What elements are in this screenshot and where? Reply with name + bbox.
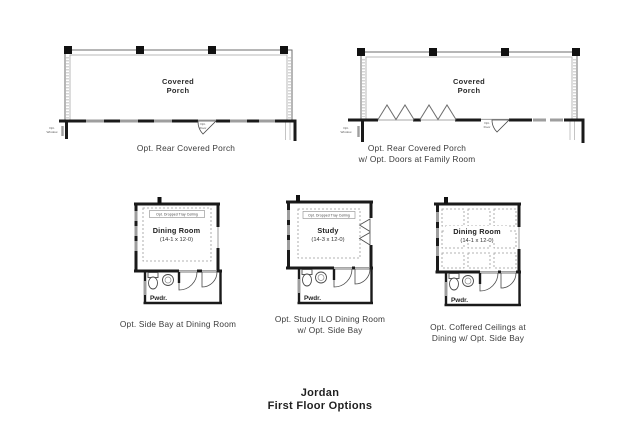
porch-column <box>136 46 144 54</box>
plan-caption: Opt. Rear Covered Porch <box>367 143 467 153</box>
plan-study-ilo-dining <box>275 195 385 335</box>
plan-caption: w/ Opt. Doors at Family Room <box>358 154 476 164</box>
powder-label: Pwdr. <box>150 295 168 302</box>
plan-name-title: Jordan <box>300 387 340 399</box>
porch-column <box>572 48 580 56</box>
opt-door-label: Opt. <box>200 122 206 126</box>
door-swing <box>202 272 217 287</box>
double-door-leaf <box>360 219 371 232</box>
opt-window-label: Window <box>340 130 352 134</box>
porch-column <box>64 46 72 54</box>
plan-side-bay-dining <box>120 197 236 329</box>
plan-caption: Opt. Coffered Ceilings at <box>430 322 526 332</box>
opt-window-label: Opt. <box>343 126 349 130</box>
room-label: Covered <box>161 77 195 86</box>
plan-caption: Opt. Side Bay at Dining Room <box>119 319 237 329</box>
room-label: Porch <box>166 86 190 95</box>
room-label: Study <box>317 226 339 235</box>
door-swing <box>501 273 516 288</box>
room-label: Porch <box>457 86 481 95</box>
toilet-fixture <box>149 277 158 289</box>
door-swing <box>480 273 498 291</box>
opt-window-label: Window <box>46 130 58 134</box>
opt-door-label: Opt. <box>484 121 490 125</box>
plan-rear-covered-porch <box>46 46 296 153</box>
porch-column <box>208 46 216 54</box>
opt-window-label: Opt. <box>49 126 55 130</box>
sink-fixture <box>316 272 327 283</box>
folding-door-symbol <box>420 105 456 120</box>
door-swing <box>179 272 197 290</box>
folding-door-symbol <box>378 105 414 120</box>
door-swing <box>355 269 370 284</box>
opt-door-label: Door <box>199 126 207 130</box>
plan-caption: Dining w/ Opt. Side Bay <box>431 333 525 343</box>
plan-caption: Opt. Rear Covered Porch <box>136 143 236 153</box>
porch-column <box>357 48 365 56</box>
toilet-fixture <box>450 278 459 290</box>
door-swing <box>334 269 352 287</box>
double-door-leaf <box>360 233 371 246</box>
opt-door-label: Door <box>483 125 491 129</box>
porch-column <box>501 48 509 56</box>
plan-caption: w/ Opt. Side Bay <box>297 325 363 335</box>
porch-column <box>280 46 288 54</box>
sheet-subtitle: First Floor Options <box>267 400 373 412</box>
sink-fixture <box>163 275 174 286</box>
room-dims: (14-1 x 12-0) <box>460 238 494 244</box>
ceiling-note: Opt. Dropped Tray Ceiling <box>308 213 350 218</box>
plan-coffered-dining <box>430 197 526 343</box>
room-dims: (14-3 x 12-0) <box>311 237 345 243</box>
powder-label: Pwdr. <box>304 295 322 302</box>
porch-column <box>429 48 437 56</box>
room-label: Dining Room <box>152 226 201 235</box>
powder-label: Pwdr. <box>451 297 469 304</box>
sink-fixture <box>463 276 474 287</box>
wall-corner <box>282 120 295 142</box>
room-dims: (14-1 x 12-0) <box>159 237 194 243</box>
plan-rear-covered-porch-with-doors <box>340 48 583 164</box>
room-label: Dining Room <box>453 227 501 236</box>
ceiling-note: Opt. Dropped Tray Ceiling <box>156 212 198 217</box>
toilet-fixture <box>303 274 312 286</box>
plan-caption: Opt. Study ILO Dining Room <box>274 314 386 324</box>
sheet-title <box>268 387 373 412</box>
room-label: Covered <box>452 77 486 86</box>
door-swing <box>492 120 509 132</box>
